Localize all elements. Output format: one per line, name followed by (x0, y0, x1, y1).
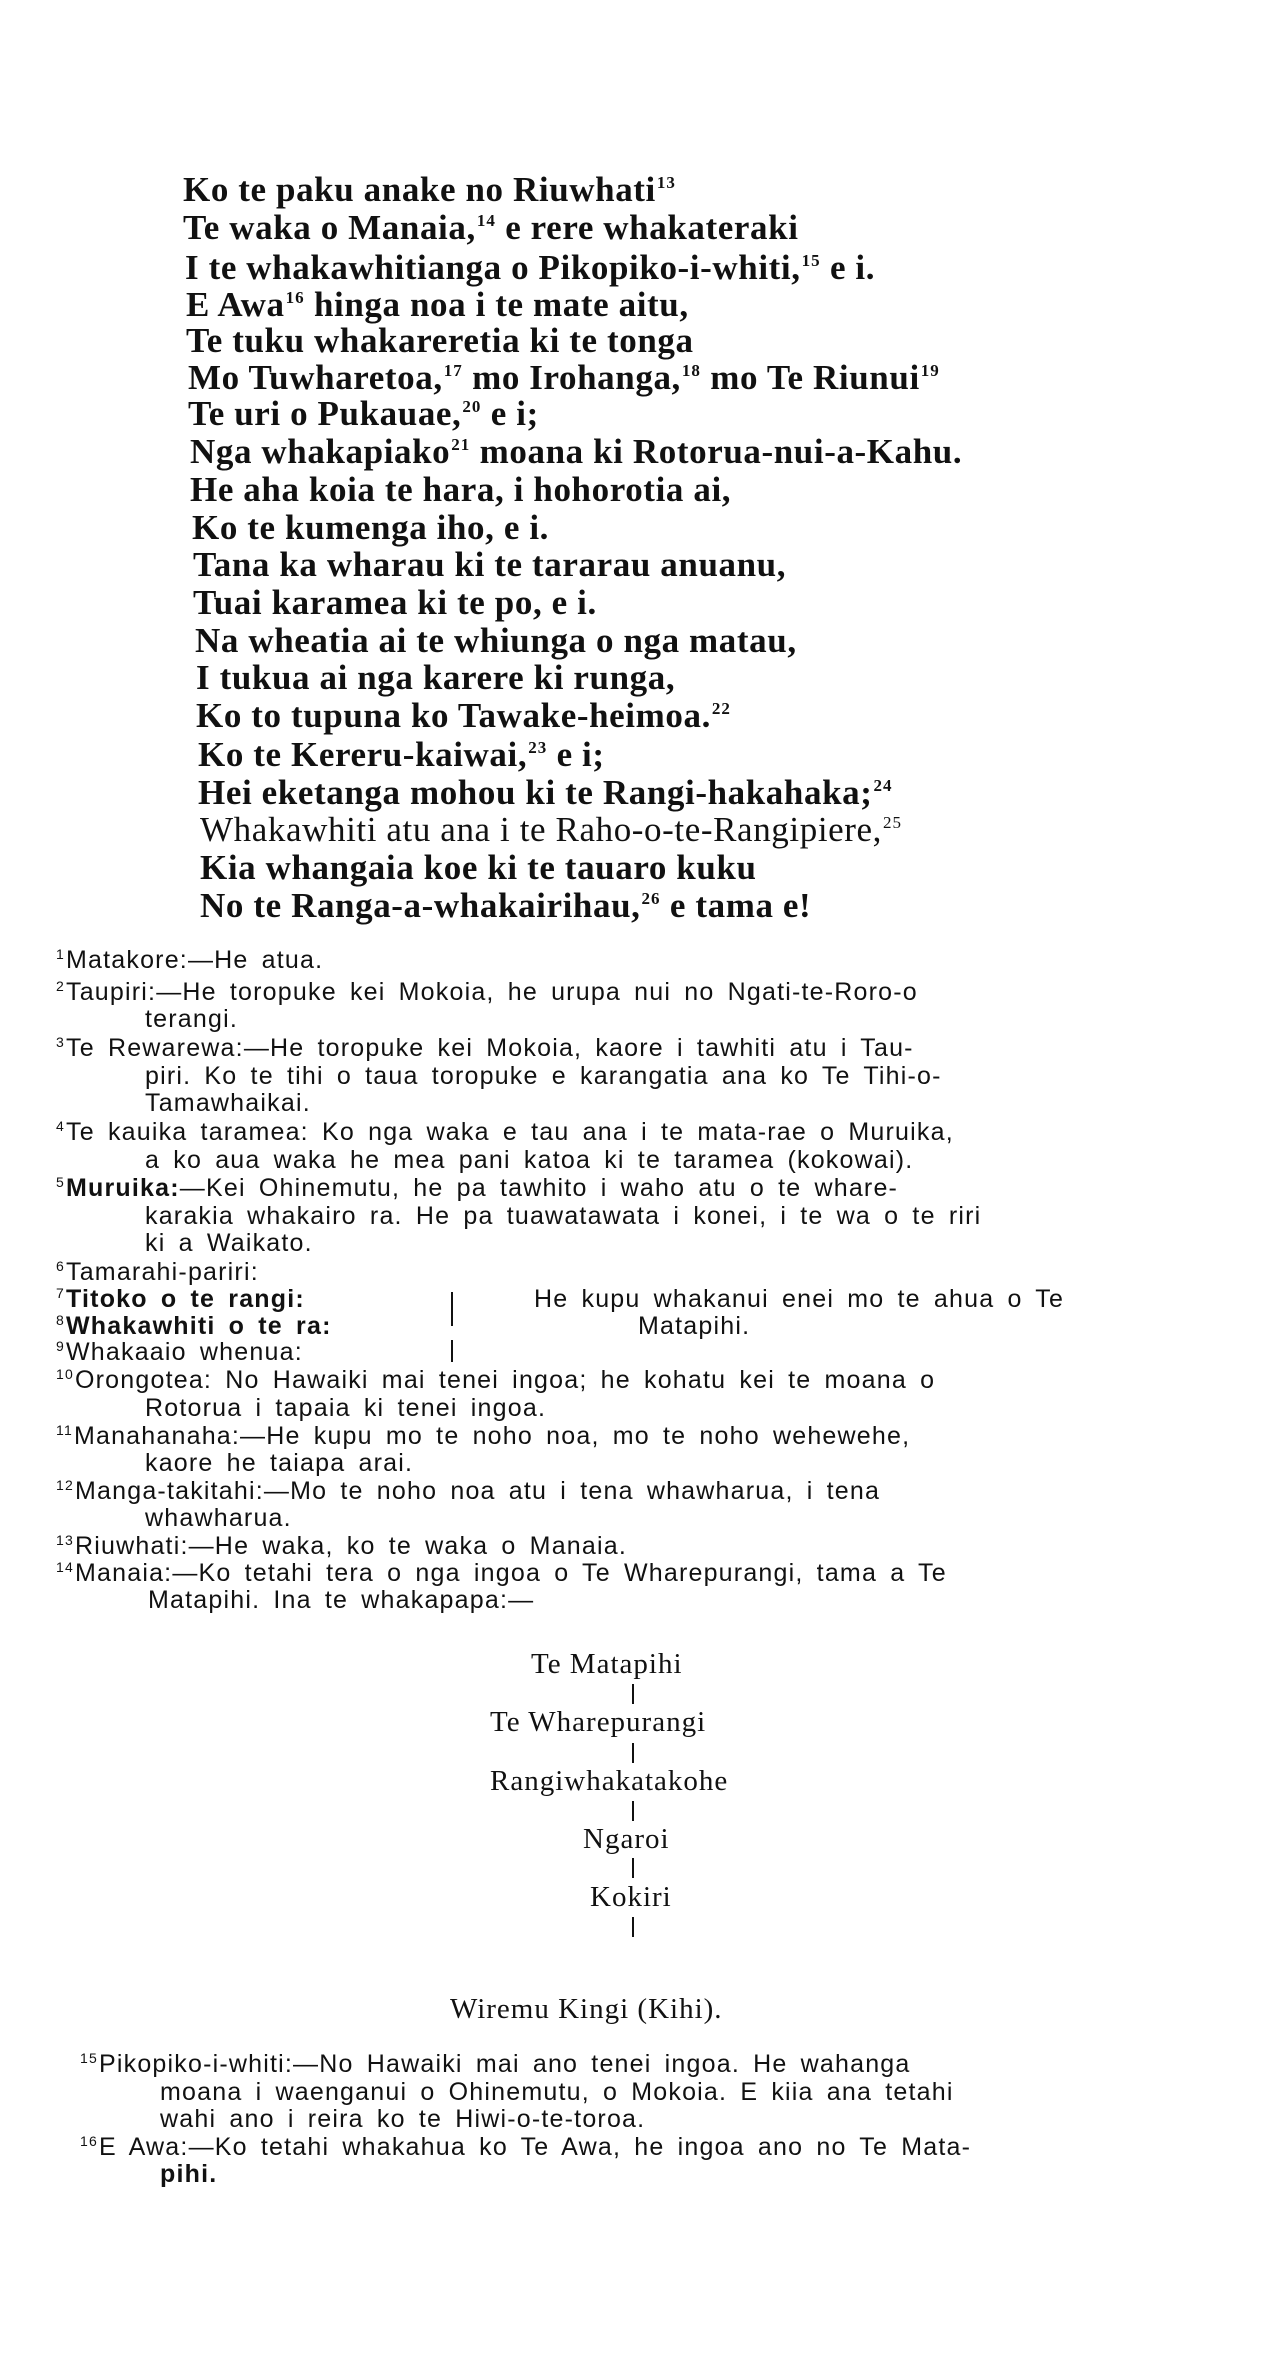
footnote-11: $^{11}$Manahanaha:—He kupu mo te noho noa, mo te noho wehewehe, (56, 1421, 911, 1450)
footnote-3-cont: piri. Ko te tihi o taua toropuke e karangatia ana ko Te Tihi-o- (145, 1062, 942, 1090)
footnote-3-cont: Tamawhaikai. (145, 1089, 311, 1117)
descent-line (632, 1801, 634, 1821)
footnote-5-cont: ki a Waikato. (145, 1229, 313, 1257)
footnote-13: $^{13}$Riuwhati:—He waka, ko te waka o Manaia. (56, 1531, 628, 1560)
footnote-7: $^7$Titoko o te rangi: (56, 1284, 305, 1313)
ancestor-name: Wiremu Kingi (Kihi). (450, 1993, 723, 2025)
footnote-2-cont: terangi. (145, 1005, 238, 1033)
descent-line (632, 1917, 634, 1937)
footnote-15-cont: wahi ano i reira ko te Hiwi-o-te-toroa. (160, 2105, 646, 2133)
footnote-15: $^{15}$Pikopiko-i-whiti:—No Hawaiki mai ano tenei ingoa. He wahanga (80, 2049, 911, 2078)
footnote-6-9-note-cont: Matapihi. (638, 1312, 751, 1340)
footnote-10: $^{10}$Orongotea: No Hawaiki mai tenei ingoa; he kohatu kei te moana o (56, 1365, 936, 1394)
footnote-8: $^8$Whakawhiti o te ra: (56, 1311, 332, 1340)
footnote-12-cont: whawharua. (145, 1504, 292, 1532)
footnote-16: $^{16}$E Awa:—Ko tetahi whakahua ko Te Awa, he ingoa ano no Te Mata- (80, 2132, 972, 2161)
verse-line: Ko te kumenga iho, e i. (192, 508, 549, 547)
ancestor-name: Te Matapihi (531, 1648, 683, 1680)
footnote-9: $^9$Whakaaio whenua: (56, 1337, 303, 1366)
verse-line: Tana ka wharau ki te tararau anuanu, (193, 545, 787, 584)
verse-line: Kia whangaia koe ki te tauaro kuku (200, 848, 757, 887)
footnote-5: $^5$Muruika:—Kei Ohinemutu, he pa tawhito i waho atu o te whare- (56, 1173, 899, 1202)
footnote-10-cont: Rotorua i tapaia ki tenei ingoa. (145, 1394, 547, 1422)
footnote-3: $^3$Te Rewarewa:—He toropuke kei Mokoia, kaore i tawhiti atu i Tau- (56, 1033, 914, 1062)
verse-line: Ko te Kereru-kaiwai,$^{23}$ e i; (198, 735, 605, 774)
grouping-brace (451, 1340, 453, 1362)
descent-line (632, 1743, 634, 1763)
footnote-4: $^4$Te kauika taramea: Ko nga waka e tau ana i te mata-rae o Muruika, (56, 1117, 954, 1146)
footnote-6-9-note: He kupu whakanui enei mo te ahua o Te (534, 1285, 1065, 1313)
ancestor-name: Ngaroi (583, 1823, 670, 1855)
footnote-5-cont: karakia whakairo ra. He pa tuawatawata i konei, i te wa o te riri (145, 1202, 982, 1230)
verse-line: Nga whakapiako$^{21}$ moana ki Rotorua-nui-a-Kahu. (190, 432, 963, 471)
verse-line: Ko to tupuna ko Tawake-heimoa.$^{22}$ (196, 696, 731, 735)
footnote-15-cont: moana i waenganui o Ohinemutu, o Mokoia. E kiia ana tetahi (160, 2078, 954, 2106)
verse-line: He aha koia te hara, i hohorotia ai, (190, 470, 732, 509)
descent-line (632, 1858, 634, 1878)
footnote-16-cont: pihi. (160, 2160, 218, 2188)
footnote-4-cont: a ko aua waka he mea pani katoa ki te taramea (kokowai). (145, 1146, 914, 1174)
footnote-11-cont: kaore he taiapa arai. (145, 1449, 414, 1477)
grouping-brace (451, 1292, 453, 1326)
verse-line: Te waka o Manaia,$^{14}$ e rere whakateraki (183, 208, 799, 247)
verse-line: Tuai karamea ki te po, e i. (193, 583, 597, 622)
footnote-2: $^2$Taupiri:—He toropuke kei Mokoia, he urupa nui no Ngati-te-Roro-o (56, 977, 918, 1006)
verse-line: Na wheatia ai te whiunga o nga matau, (195, 621, 797, 660)
ancestor-name: Kokiri (590, 1881, 672, 1913)
footnote-1: $^1$Matakore:—He atua. (56, 945, 324, 974)
verse-line: Mo Tuwharetoa,$^{17}$ mo Irohanga,$^{18}$ mo Te Riunui$^{19}$ (188, 358, 940, 397)
verse-line: Whakawhiti atu ana i te Raho-o-te-Rangipiere,$^{25}$ (200, 810, 903, 849)
verse-line: Hei eketanga mohou ki te Rangi-hakahaka;$^{24}$ (198, 773, 893, 812)
verse-line: No te Ranga-a-whakairihau,$^{26}$ e tama e! (200, 886, 812, 925)
descent-line (632, 1684, 634, 1704)
verse-line: E Awa$^{16}$ hinga noa i te mate aitu, (186, 285, 689, 324)
ancestor-name: Rangiwhakatakohe (490, 1765, 729, 1797)
footnote-14-cont: Matapihi. Ina te whakapapa:— (148, 1586, 535, 1614)
ancestor-name: Te Wharepurangi (490, 1706, 707, 1738)
footnote-12: $^{12}$Manga-takitahi:—Mo te noho noa atu i tena whawharua, i tena (56, 1476, 881, 1505)
verse-line: Ko te paku anake no Riuwhati$^{13}$ (183, 170, 676, 209)
verse-line: I tukua ai nga karere ki runga, (196, 658, 676, 697)
footnote-14: $^{14}$Manaia:—Ko tetahi tera o nga ingoa o Te Wharepurangi, tama a Te (56, 1558, 947, 1587)
footnote-6: $^6$Tamarahi-pariri: (56, 1257, 259, 1286)
verse-line: Te uri o Pukauae,$^{20}$ e i; (188, 394, 539, 433)
verse-line: Te tuku whakareretia ki te tonga (186, 321, 694, 360)
verse-line: I te whakawhitianga o Pikopiko-i-whiti,$^{15}$ e i. (185, 248, 876, 287)
